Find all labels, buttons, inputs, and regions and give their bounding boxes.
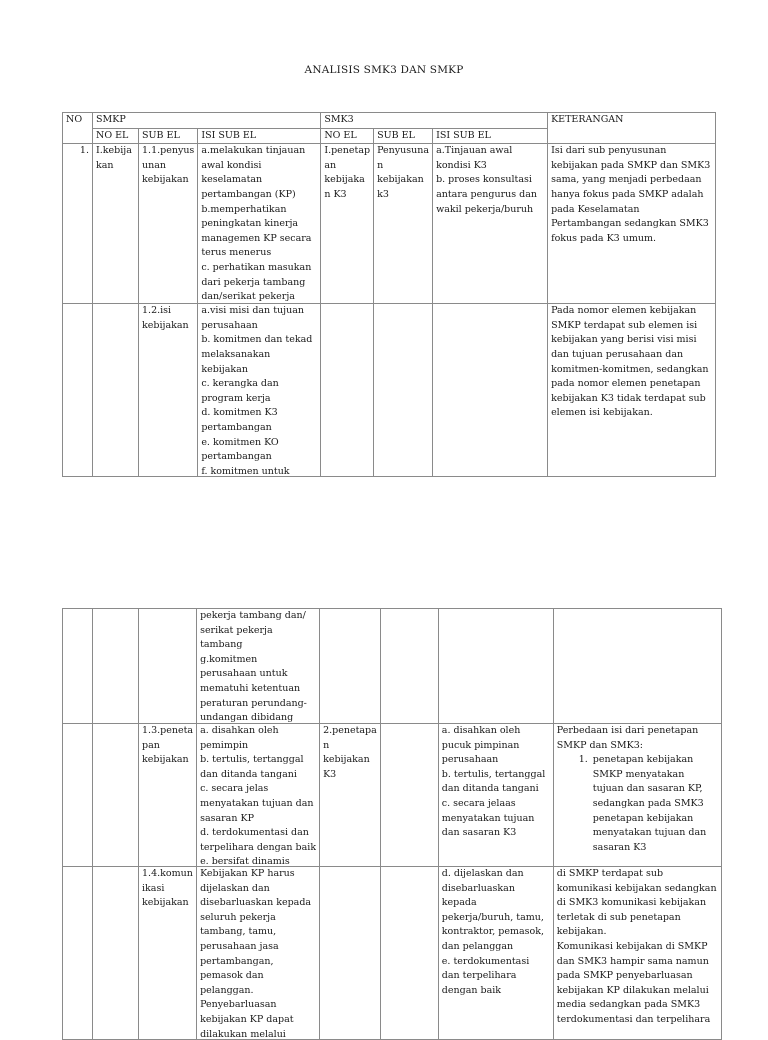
row-number-empty xyxy=(63,609,93,724)
row-number-empty xyxy=(63,724,93,867)
row-number: 1. xyxy=(63,144,93,304)
smkp-no-el-empty xyxy=(93,724,139,867)
header-smkp-isi-sub-el: ISI SUB EL xyxy=(198,128,321,144)
smkp-isi-text: a.visi misi dan tujuan perusahaan b. komitmen dan tekad melaksanakan kebijakan c. kerangka dan program kerja d. komitmen K3 pertambangan e. komitmen KO pertambangan f. komitmen untuk xyxy=(201,305,313,477)
analysis-table-part-2 xyxy=(62,608,722,1040)
smkp-isi-sub-el-cell xyxy=(198,144,321,304)
smkp-sub-el-cell: 1.1.penyus unan kebijakan xyxy=(139,144,198,304)
keterangan-cell: Pada nomor elemen kebijakan SMKP terdapat sub elemen isi kebijakan yang berisi visi misi dan tujuan perusahaan dan komitmen-komitmen, sedangkan pada nomor elemen penetapan kebijakan K3 tidak terdapat sub elemen isi kebijakan. xyxy=(548,304,716,477)
smk3-no-el-empty xyxy=(320,609,381,724)
keterangan-empty xyxy=(553,609,721,724)
smkp-isi-sub-el-cell xyxy=(197,724,320,867)
smkp-isi-sub-el-cell xyxy=(198,304,321,477)
smkp-isi-sub-el-cell xyxy=(197,609,320,724)
smk3-isi-sub-el-cell: a. disahkan oleh pucuk pimpinan perusahaan b. tertulis, tertanggal dan ditanda tangani c. secara jelaas menyatakan tujuan dan sasaran K3 xyxy=(438,724,553,867)
smk3-isi-sub-el-cell: a.Tinjauan awal kondisi K3 b. proses konsultasi antara pengurus dan wakil pekerja/buruh xyxy=(433,144,548,304)
smk3-no-el-cell: 2.penetapa n kebijakan K3 xyxy=(320,724,381,867)
smkp-no-el-empty xyxy=(93,304,139,477)
keterangan-list xyxy=(557,753,718,855)
keterangan-cell xyxy=(553,724,721,867)
smk3-sub-el-empty xyxy=(380,867,438,1040)
header-keterangan: KETERANGAN xyxy=(548,113,716,144)
smkp-sub-el-cell: 1.3.peneta pan kebijakan xyxy=(139,724,197,867)
keterangan-cell xyxy=(553,867,721,1040)
smkp-sub-el-cell: 1.4.komun ikasi kebijakan xyxy=(139,867,197,1040)
keterangan-cell: Isi dari sub penyusunan kebijakan pada SMKP dan SMK3 sama, yang menjadi perbedaan hanya fokus pada SMKP adalah pada Keselamatan Pertambangan sedangkan SMK3 fokus pada K3 umum. xyxy=(548,144,716,304)
header-smk3-no-el: NO EL xyxy=(321,128,374,144)
header-smkp: SMKP xyxy=(93,113,321,129)
row-number-empty xyxy=(63,304,93,477)
smkp-isi-text: a.melakukan tinjauan awal kondisi keselamatan pertambangan (KP) b.memperhatikan peningkatan kinerja managemen KP secara terus menerus c. perhatikan masukan dari pekerja tambang dan/serikat pekerja xyxy=(201,145,312,303)
smk3-isi-sub-el-empty xyxy=(433,304,548,477)
header-smkp-no-el: NO EL xyxy=(93,128,139,144)
smkp-isi-text: Kebijakan KP harus dijelaskan dan disebarluaskan kepada seluruh pekerja tambang, tamu, perusahaan jasa pertambangan, pemasok dan pelanggan. Penyebarluasan kebijakan KP dapat dilakukan melalui xyxy=(200,868,312,1039)
table-row xyxy=(63,304,716,477)
smk3-no-el-cell: I.penetap an kebijaka n K3 xyxy=(321,144,374,304)
table-row xyxy=(63,867,722,1040)
smk3-sub-el-empty xyxy=(380,724,438,867)
header-no: NO xyxy=(63,113,93,144)
smk3-sub-el-empty xyxy=(380,609,438,724)
smkp-sub-el-empty xyxy=(139,609,197,724)
smkp-sub-el-cell: 1.2.isi kebijakan xyxy=(139,304,198,477)
table-row xyxy=(63,144,716,304)
smk3-no-el-empty xyxy=(320,867,381,1040)
header-smk3-isi-sub-el: ISI SUB EL xyxy=(433,128,548,144)
smkp-no-el-cell: I.kebija kan xyxy=(93,144,139,304)
header-smkp-sub-el: SUB EL xyxy=(139,128,198,144)
header-smk3: SMK3 xyxy=(321,113,548,129)
smkp-isi-text: a. disahkan oleh pemimpin b. tertulis, tertanggal dan ditanda tangani c. secara jelas menyatakan tujuan dan sasaran KP d. terdokumentasi dan terpelihara dengan baik e. bersifat dinamis xyxy=(200,725,317,866)
analysis-table-part-1 xyxy=(62,112,716,477)
table-row xyxy=(63,724,722,867)
keterangan-list-item: 1. penetapan kebijakan SMKP menyatakan tujuan dan sasaran KP, sedangkan pada SMK3 penetapan kebijakan menyatakan tujuan dan sasaran K3 xyxy=(591,753,718,855)
smk3-no-el-empty xyxy=(321,304,374,477)
table-row xyxy=(63,609,722,724)
smkp-no-el-empty xyxy=(93,609,139,724)
smk3-sub-el-cell: Penyusuna n kebijakan k3 xyxy=(374,144,433,304)
smk3-isi-sub-el-empty xyxy=(438,609,553,724)
row-number-empty xyxy=(63,867,93,1040)
page-title: ANALISIS SMK3 DAN SMKP xyxy=(304,64,464,76)
header-smk3-sub-el: SUB EL xyxy=(374,128,433,144)
smkp-isi-sub-el-cell xyxy=(197,867,320,1040)
smk3-sub-el-empty xyxy=(374,304,433,477)
keterangan-text: di SMKP terdapat sub komunikasi kebijakan sedangkan di SMK3 komunikasi kebijakan terletak di sub penetapan kebijakan. Komunikasi kebijakan di SMKP dan SMK3 hampir sama namun pada SMKP penyebarluasan kebijakan KP dilakukan melalui media sedangkan pada SMK3 terdokumentasi dan terpelihara xyxy=(556,868,717,1025)
keterangan-intro: Perbedaan isi dari penetapan SMKP dan SMK3: xyxy=(556,725,699,751)
smkp-no-el-empty xyxy=(93,867,139,1040)
table-header-row xyxy=(63,113,716,129)
smkp-isi-text: pekerja tambang dan/ serikat pekerja tambang g.komitmen perusahaan untuk mematuhi ketentuan peraturan perundang-undangan dibidang xyxy=(200,610,307,723)
smk3-isi-sub-el-cell: d. dijelaskan dan disebarluaskan kepada pekerja/buruh, tamu, kontraktor, pemasok, dan pelanggan e. terdokumentasi dan terpelihara dengan baik xyxy=(438,867,553,1040)
